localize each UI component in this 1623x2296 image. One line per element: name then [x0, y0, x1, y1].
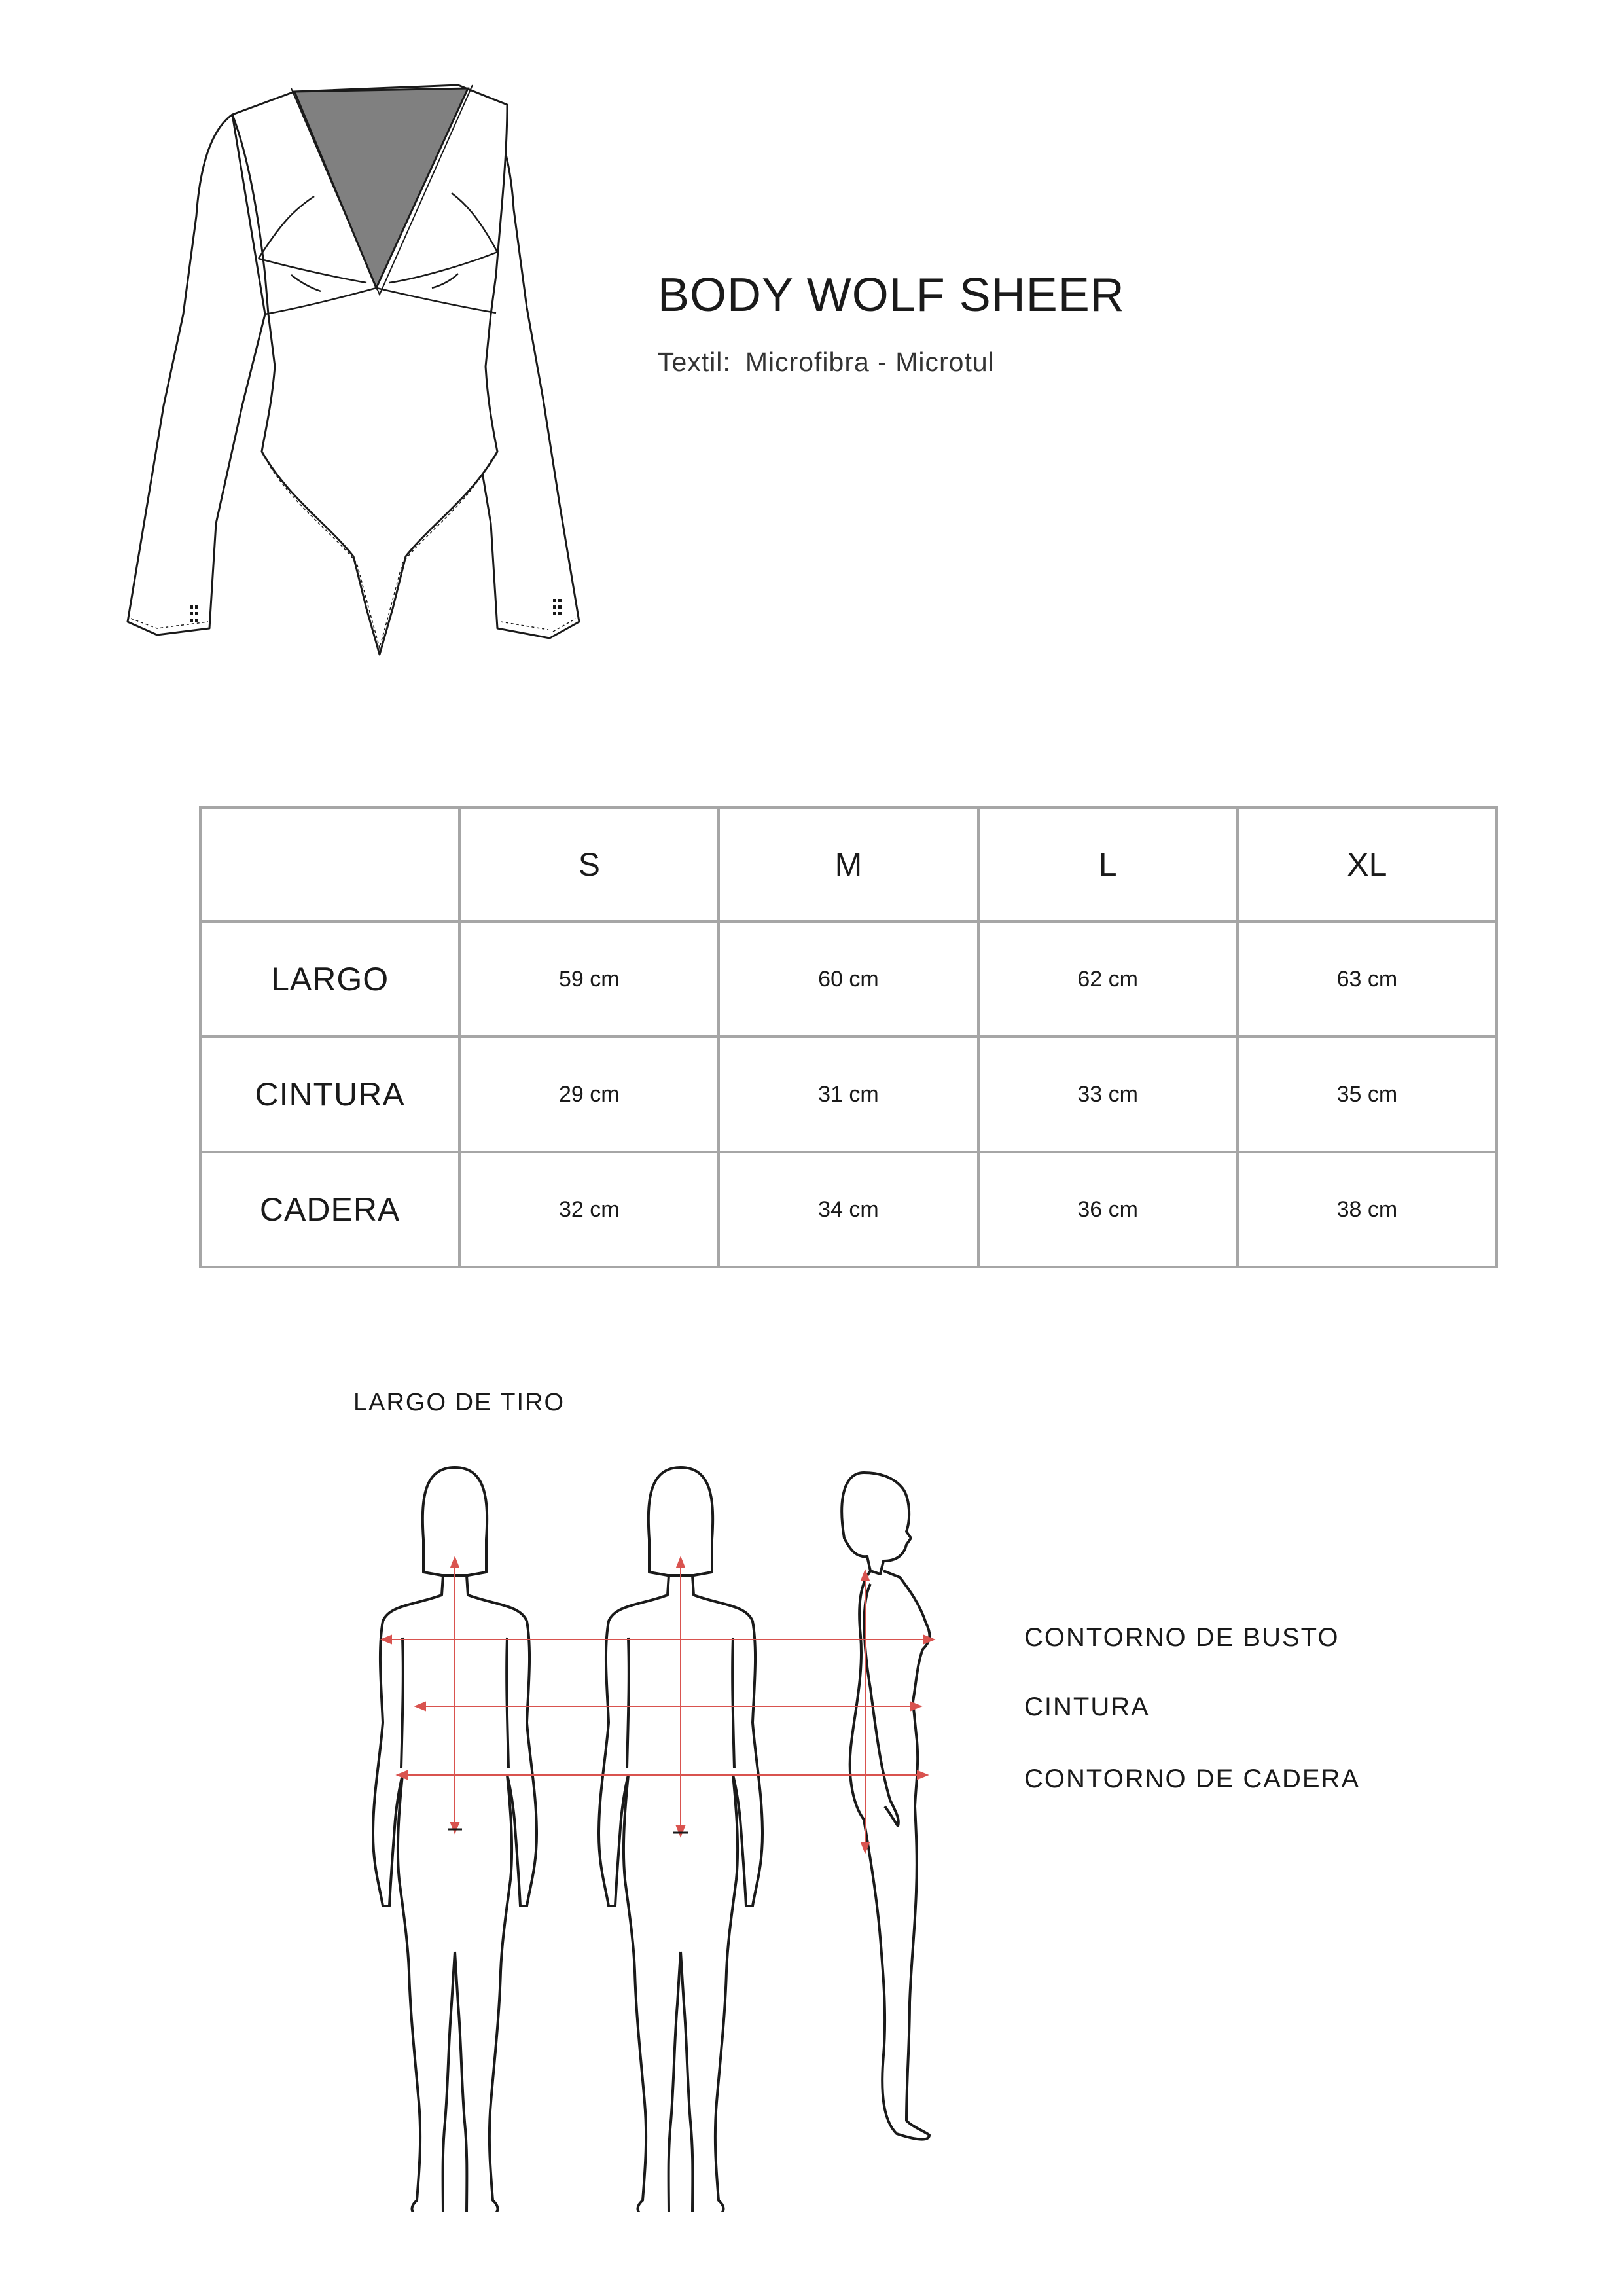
- size-header: M: [719, 808, 978, 922]
- measurement-cell: 35 cm: [1238, 1037, 1497, 1152]
- measurement-cell: 32 cm: [459, 1152, 719, 1267]
- measurement-cell: 60 cm: [719, 922, 978, 1037]
- measurement-cell: 36 cm: [978, 1152, 1238, 1267]
- size-table: [199, 806, 1498, 1268]
- size-header: L: [978, 808, 1238, 922]
- table-row: [200, 1037, 1497, 1152]
- measurement-cell: 62 cm: [978, 922, 1238, 1037]
- size-header: XL: [1238, 808, 1497, 922]
- body-measurement-figures: [340, 1453, 1001, 2212]
- bust-label: CONTORNO DE BUSTO: [1024, 1623, 1340, 1652]
- textile-value: Microfibra - Microtul: [745, 347, 995, 377]
- product-textile: [658, 347, 995, 378]
- garment-drawing: [111, 79, 668, 681]
- row-label: LARGO: [200, 922, 459, 1037]
- measurement-cell: 29 cm: [459, 1037, 719, 1152]
- size-table-header: [200, 808, 1497, 922]
- table-row: [200, 1152, 1497, 1267]
- measurement-cell: 63 cm: [1238, 922, 1497, 1037]
- textile-label: Textil:: [658, 347, 731, 377]
- measurement-title: LARGO DE TIRO: [353, 1389, 565, 1416]
- measurement-cell: 59 cm: [459, 922, 719, 1037]
- measurement-cell: 33 cm: [978, 1037, 1238, 1152]
- waist-label: CINTURA: [1024, 1693, 1150, 1721]
- side-figure: [842, 1473, 929, 2140]
- table-row: [200, 922, 1497, 1037]
- hip-label: CONTORNO DE CADERA: [1024, 1765, 1361, 1793]
- corner-cell: [200, 808, 459, 922]
- size-header: S: [459, 808, 719, 922]
- measurement-cell: 31 cm: [719, 1037, 978, 1152]
- measurement-cell: 34 cm: [719, 1152, 978, 1267]
- row-label: CADERA: [200, 1152, 459, 1267]
- row-label: CINTURA: [200, 1037, 459, 1152]
- measurement-cell: 38 cm: [1238, 1152, 1497, 1267]
- product-title: BODY WOLF SHEER: [658, 269, 1125, 321]
